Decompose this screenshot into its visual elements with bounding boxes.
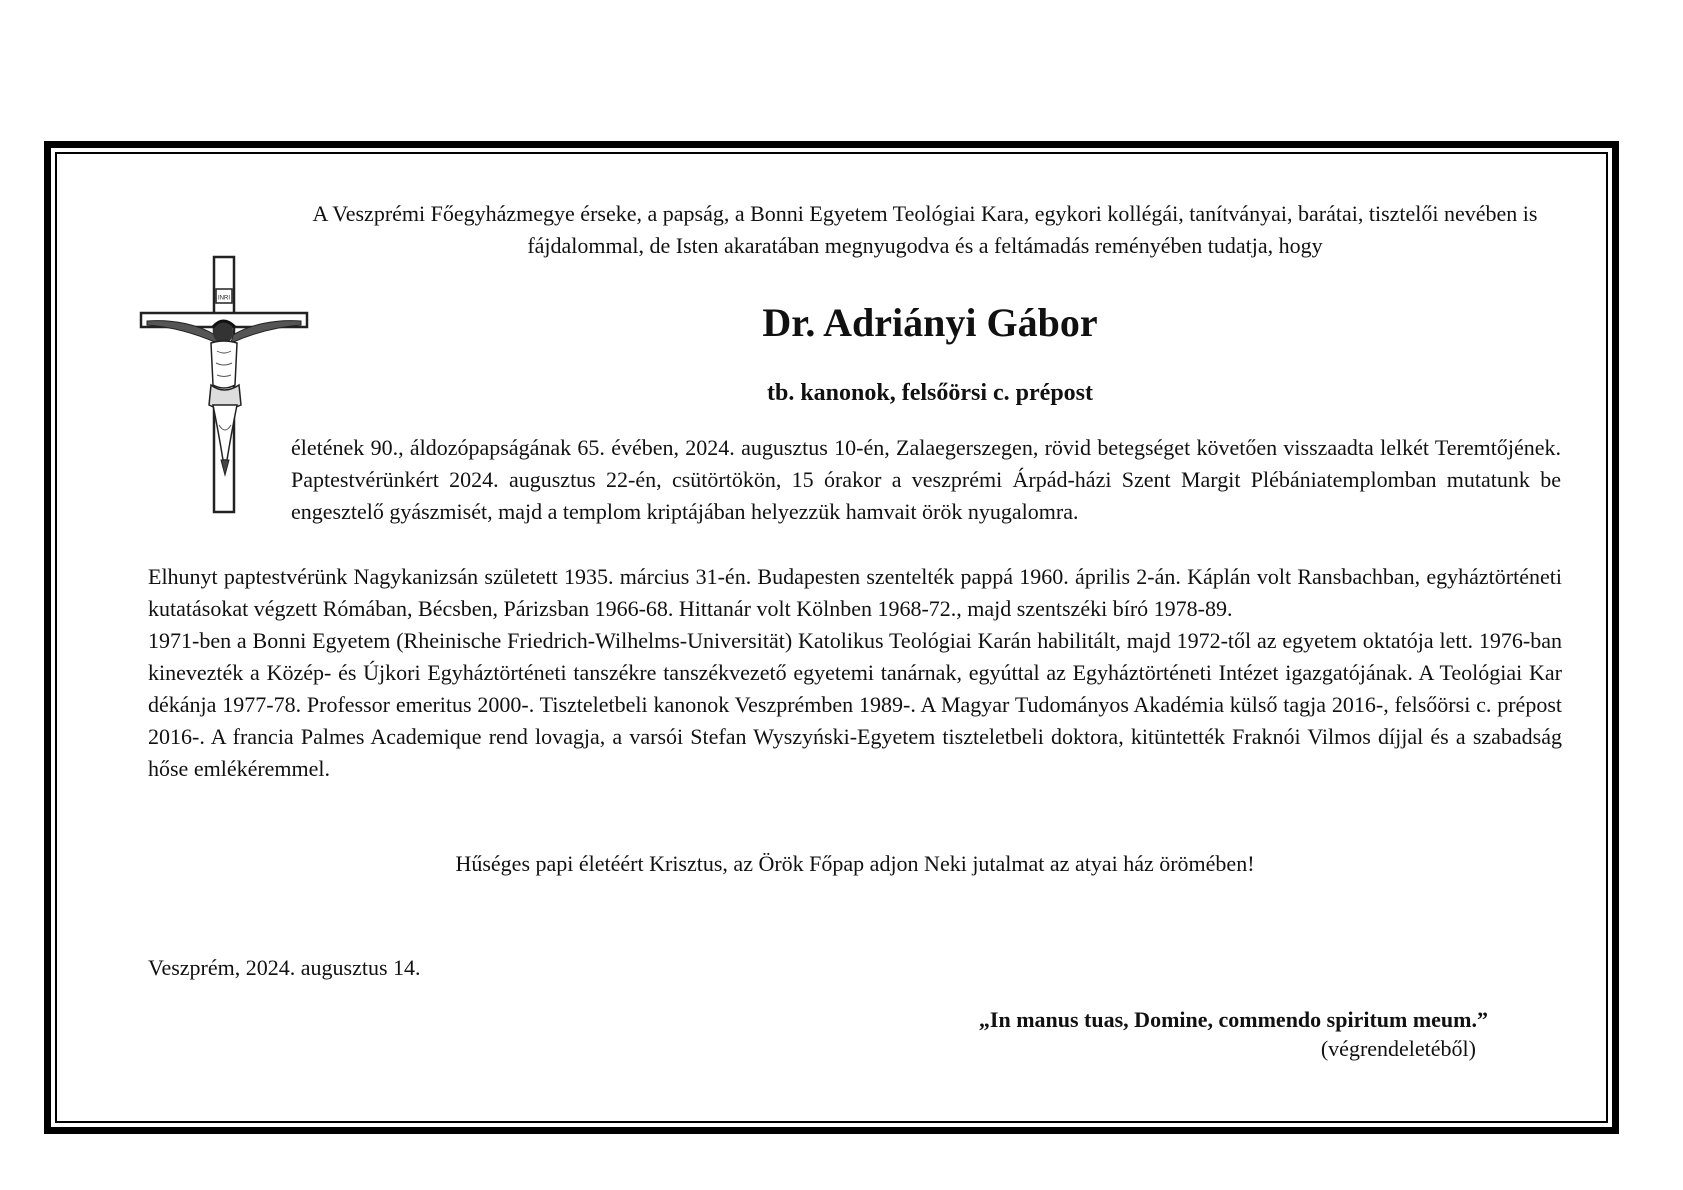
cross-inscription: INRI	[218, 295, 230, 302]
intro-text: A Veszprémi Főegyházmegye érseke, a papság, a Bonni Egyetem Teológiai Kara, egykori kollégái, tanítványai, barátai, tisztelői nevében is fájdalommal, de Isten akaratában megnyugodva és a feltámadás reményében tudatja, hogy	[312, 201, 1538, 258]
deceased-title: tb. kanonok, felsőörsi c. prépost	[766, 380, 1094, 406]
quote-source: (végrendeletéből)	[1320, 1036, 1476, 1061]
latin-quote: „In manus tuas, Domine, commendo spiritum meum.”	[978, 1007, 1488, 1032]
place-date: Veszprém, 2024. augusztus 14.	[148, 955, 421, 980]
blessing-text: Hűséges papi életéért Krisztus, az Örök Főpap adjon Neki jutalmat az atyai ház örömében!	[455, 851, 1255, 876]
biography-part-1: Elhunyt paptestvérünk Nagykanizsán született 1935. március 31-én. Budapesten szentelték pappá 1960. április 2-án. Káplán volt Ransbachban, egyháztörténeti kutatásokat végzett Rómában, Bécsben, Párizsban 1966-68. Hittanár volt Kölnben 1968-72., majd szentszéki bíró 1978-89.	[148, 564, 1562, 621]
biography	[148, 561, 1562, 785]
deceased-name: Dr. Adriányi Gábor	[762, 300, 1098, 345]
biography-part-2: 1971-ben a Bonni Egyetem (Rheinische Friedrich-Wilhelms-Universität) Katolikus Teológiai Karán habilitált, majd 1972-től az egyetem oktatója lett. 1976-ban kinevezték a Közép- és Újkori Egyháztörténeti tanszékre tanszékvezető egyetemi tanárnak, egyúttal az Egyháztörténeti Intézet igazgatójának. A Teológiai Kar dékánja 1977-78. Professor emeritus 2000-. Tiszteletbeli kanonok Veszprémben 1989-. A Magyar Tudományos Akadémia külső tagja 2016-, felsőörsi c. prépost 2016-. A francia Palmes Academique rend lovagja, a varsói Stefan Wyszyński-Egyetem tiszteletbeli doktora, kitüntették Fraknói Vilmos díjjal és a szabadság hőse emlékéremmel.	[148, 628, 1562, 781]
crucifix-icon	[139, 255, 309, 515]
death-paragraph: életének 90., áldozópapságának 65. évében, 2024. augusztus 10-én, Zalaegerszegen, rövid betegséget követően visszaadta lelkét Teremtőjének. Paptestvérünkért 2024. augusztus 22-én, csütörtökön, 15 órakor a veszprémi Árpád-házi Szent Margit Plébániatemplomban mutatunk be engesztelő gyászmisét, majd a templom kriptájában helyezzük hamvait örök nyugalomra.	[291, 435, 1561, 524]
